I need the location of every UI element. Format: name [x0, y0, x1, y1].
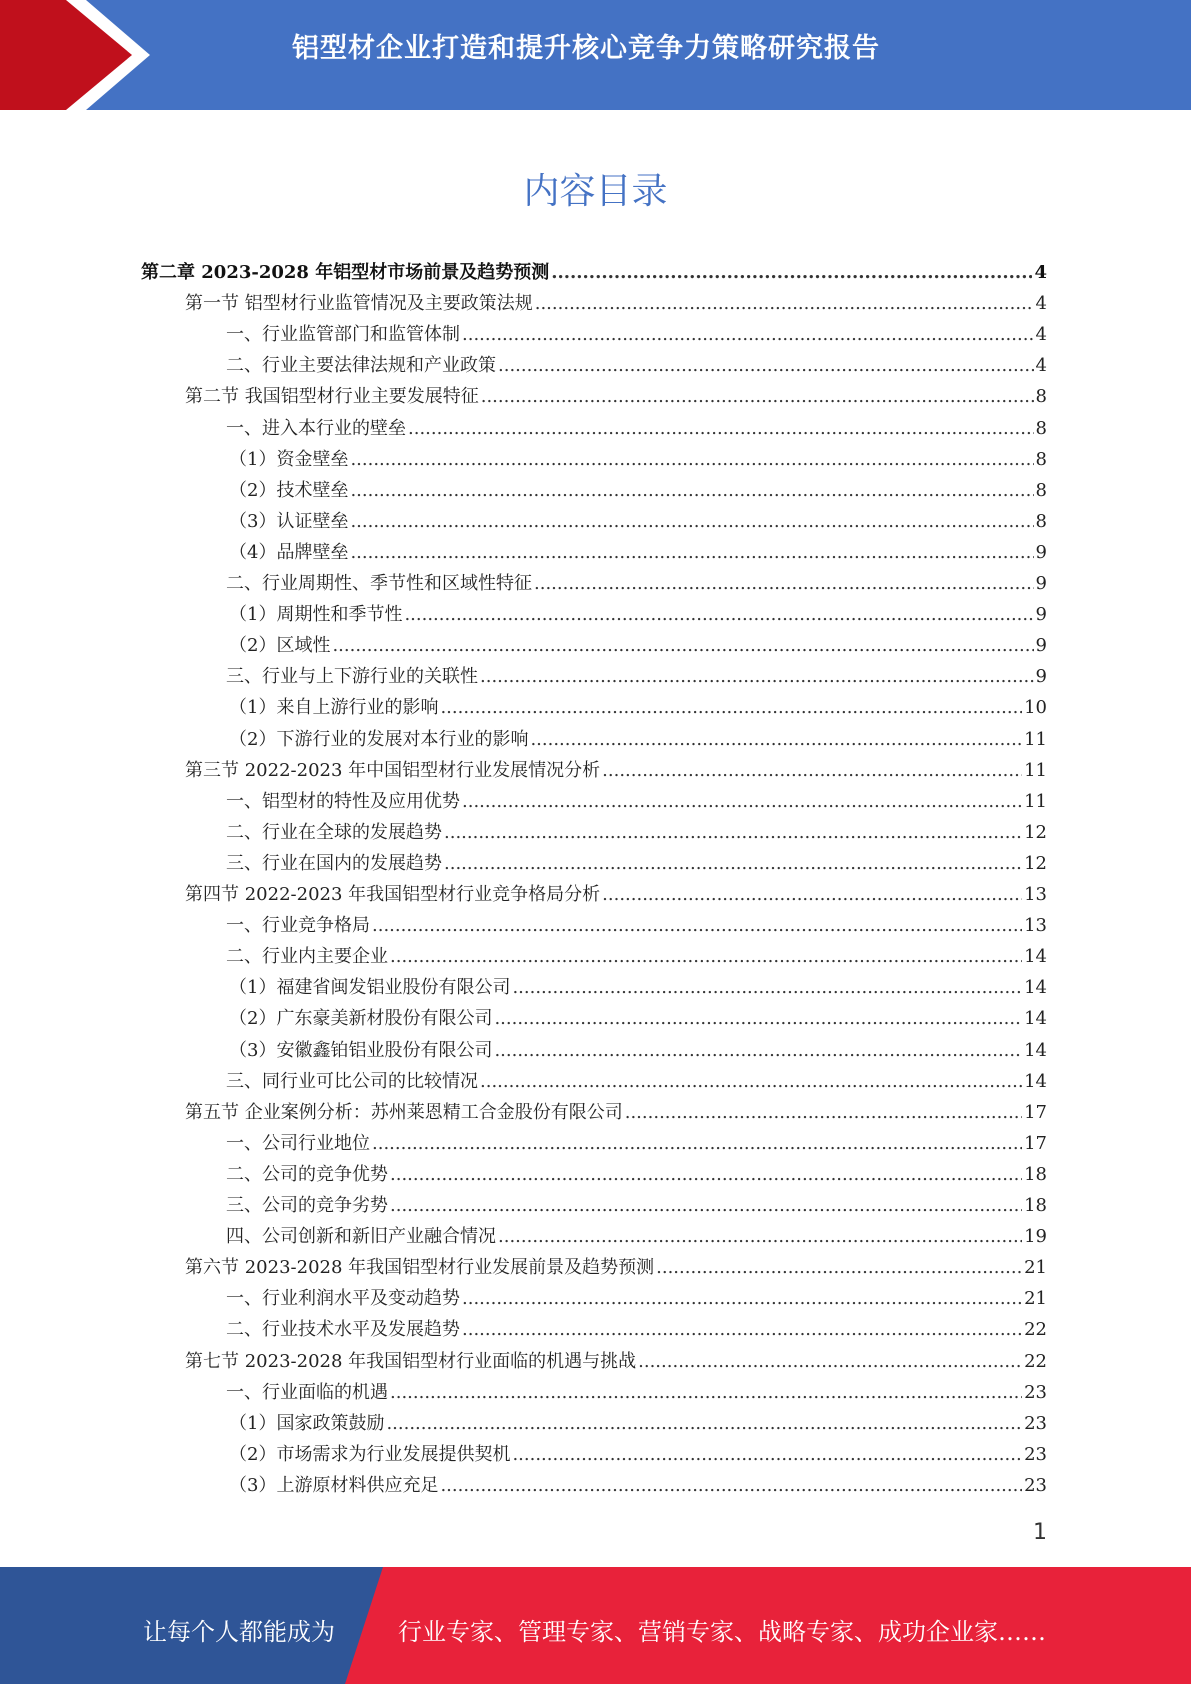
toc-entry-title: 第一节 铝型材行业监管情况及主要政策法规	[185, 293, 533, 315]
toc-entry[interactable]	[229, 502, 1047, 533]
toc-leader-dots	[408, 418, 1034, 440]
toc-leader-dots	[512, 1444, 1022, 1466]
toc-entry-page: 4	[1035, 293, 1047, 315]
toc-leader-dots	[444, 822, 1022, 844]
toc-entry-title: （3）安徽鑫铂铝业股份有限公司	[229, 1039, 493, 1061]
toc-entry-title: （2）市场需求为行业发展提供契机	[229, 1443, 511, 1465]
toc-entry[interactable]	[229, 968, 1047, 999]
toc-leader-dots	[498, 355, 1034, 377]
toc-entry[interactable]	[229, 440, 1047, 471]
toc-entry-title: 三、公司的竞争劣势	[226, 1195, 388, 1216]
toc-leader-dots	[386, 1413, 1022, 1435]
toc-leader-dots	[350, 480, 1033, 502]
toc-entry[interactable]	[229, 1404, 1047, 1435]
toc-entry-page: 8	[1035, 386, 1047, 408]
toc-entry-page: 14	[1024, 1039, 1047, 1061]
toc-entry[interactable]	[185, 1248, 1047, 1279]
toc-entry-page: 9	[1035, 541, 1047, 563]
toc-entry-title: （1）来自上游行业的影响	[229, 697, 439, 719]
toc-entry[interactable]	[226, 315, 1047, 346]
toc-leader-dots	[390, 1195, 1022, 1217]
toc-entry-title: （2）广东豪美新材股份有限公司	[229, 1008, 493, 1030]
toc-leader-dots	[494, 1040, 1022, 1062]
toc-entry-title: 一、进入本行业的壁垒	[226, 417, 406, 439]
toc-entry[interactable]	[229, 595, 1047, 626]
toc-entry-title: 三、行业与上下游行业的关联性	[226, 666, 478, 688]
toc-entry-title: 二、行业技术水平及发展趋势	[226, 1319, 460, 1341]
toc-leader-dots	[462, 1319, 1022, 1341]
toc-leader-dots	[656, 1257, 1022, 1279]
toc-entry[interactable]	[226, 906, 1047, 937]
toc-entry[interactable]	[226, 1186, 1047, 1217]
toc-entry-page: 14	[1024, 1008, 1047, 1030]
toc-leader-dots	[332, 635, 1033, 657]
toc-entry[interactable]	[229, 999, 1047, 1030]
toc-entry-title: （1）资金壁垒	[229, 448, 349, 470]
toc-entry-page: 4	[1035, 355, 1047, 377]
toc-entry-page: 11	[1024, 759, 1047, 781]
report-title: 铝型材企业打造和提升核心竞争力策略研究报告	[292, 33, 880, 64]
toc-entry[interactable]	[229, 533, 1047, 564]
toc-entry[interactable]	[229, 1435, 1047, 1466]
toc-entry-page: 13	[1024, 884, 1047, 905]
toc-entry-title: 四、公司创新和新旧产业融合情况	[226, 1226, 496, 1248]
toc-entry[interactable]	[226, 782, 1047, 813]
toc-heading: 内容目录	[523, 171, 668, 212]
toc-entry[interactable]	[226, 657, 1047, 688]
toc-entry-title: 一、行业监管部门和监管体制	[226, 324, 460, 346]
toc-entry[interactable]	[226, 1124, 1047, 1155]
toc-entry-page: 9	[1035, 635, 1047, 657]
toc-entry-page: 14	[1024, 977, 1047, 999]
toc-entry-page: 9	[1035, 573, 1047, 594]
toc-entry-page: 4	[1035, 324, 1047, 346]
toc-entry-page: 14	[1024, 946, 1047, 968]
toc-entry-title: 第六节 2023-2028 年我国铝型材行业发展前景及趋势预测	[185, 1257, 655, 1279]
toc-entry-title: 一、行业面临的机遇	[226, 1381, 388, 1403]
toc-entry-page: 18	[1024, 1195, 1047, 1216]
toc-entry-title: 第五节 企业案例分析：苏州莱恩精工合金股份有限公司	[185, 1101, 623, 1123]
toc-entry[interactable]	[226, 1217, 1047, 1248]
toc-leader-dots	[440, 1475, 1022, 1497]
toc-leader-dots	[530, 729, 1022, 751]
toc-leader-dots	[534, 573, 1034, 595]
toc-leader-dots	[625, 1102, 1022, 1124]
toc-leader-dots	[440, 697, 1022, 719]
toc-leader-dots	[404, 604, 1033, 626]
toc-entry-page: 8	[1035, 417, 1047, 439]
toc-entry-title: 三、同行业可比公司的比较情况	[226, 1070, 478, 1092]
toc-entry-title: （3）认证壁垒	[229, 510, 349, 532]
toc-entry-title: 第二节 我国铝型材行业主要发展特征	[185, 386, 479, 408]
toc-entry-page: 12	[1024, 821, 1047, 843]
toc-entry[interactable]	[185, 284, 1047, 315]
toc-entry[interactable]	[226, 937, 1047, 968]
toc-entry[interactable]	[141, 253, 1047, 284]
toc-entry-title: 三、行业在国内的发展趋势	[226, 852, 442, 874]
toc-leader-dots	[535, 293, 1034, 315]
toc-entry-title: 二、行业主要法律法规和产业政策	[226, 355, 496, 377]
toc-entry[interactable]	[229, 1031, 1047, 1062]
toc-entry-title: 一、行业利润水平及变动趋势	[226, 1288, 460, 1310]
toc-entry[interactable]	[229, 626, 1047, 657]
toc-entry-page: 18	[1024, 1163, 1047, 1185]
toc-leader-dots	[638, 1351, 1022, 1373]
toc-entry[interactable]	[226, 844, 1047, 875]
toc-entry-title: （4）品牌壁垒	[229, 541, 349, 563]
toc-entry-page: 23	[1024, 1474, 1047, 1496]
toc-entry-page: 19	[1024, 1226, 1047, 1248]
toc-entry[interactable]	[185, 377, 1047, 408]
header-bar	[0, 0, 1191, 110]
toc-entry-title: 一、公司行业地位	[226, 1132, 370, 1154]
toc-entry-title: 第四节 2022-2023 年我国铝型材行业竞争格局分析	[185, 884, 601, 905]
footer-slogan-left: 让每个人都能成为	[143, 1618, 335, 1646]
toc-entry[interactable]	[226, 1373, 1047, 1404]
toc-entry[interactable]	[226, 564, 1047, 595]
toc-entry-title: 二、公司的竞争优势	[226, 1163, 388, 1185]
toc-leader-dots	[462, 791, 1022, 813]
toc-entry-page: 10	[1024, 697, 1047, 719]
toc-leader-dots	[390, 1382, 1022, 1404]
header-arrow-icon	[0, 0, 160, 110]
toc-leader-dots	[512, 977, 1022, 999]
toc-entry-page: 17	[1024, 1132, 1047, 1154]
toc-entry[interactable]	[226, 1062, 1047, 1093]
toc-entry-page: 17	[1024, 1101, 1047, 1123]
toc-entry-page: 11	[1024, 728, 1047, 750]
toc-leader-dots	[480, 1071, 1022, 1093]
toc-entry-page: 4	[1034, 262, 1047, 283]
toc-leader-dots	[551, 262, 1032, 284]
toc-entry-page: 13	[1024, 915, 1047, 937]
toc-entry-page: 9	[1035, 604, 1047, 626]
toc-entry-page: 8	[1035, 510, 1047, 532]
toc-entry[interactable]	[185, 875, 1047, 906]
toc-entry-title: 第三节 2022-2023 年中国铝型材行业发展情况分析	[185, 759, 601, 781]
toc-entry-title: 二、行业周期性、季节性和区域性特征	[226, 573, 532, 594]
toc-leader-dots	[350, 511, 1033, 533]
toc-entry-page: 21	[1024, 1257, 1047, 1279]
toc-entry[interactable]	[226, 409, 1047, 440]
toc-entry[interactable]	[229, 688, 1047, 719]
toc-entry-page: 8	[1035, 479, 1047, 501]
toc-leader-dots	[390, 946, 1022, 968]
toc-entry[interactable]	[226, 1279, 1047, 1310]
toc-entry[interactable]	[229, 471, 1047, 502]
toc-entry[interactable]	[226, 346, 1047, 377]
toc-leader-dots	[390, 1164, 1022, 1186]
toc-leader-dots	[444, 853, 1022, 875]
toc-entry[interactable]	[185, 1093, 1047, 1124]
toc-entry-page: 23	[1024, 1443, 1047, 1465]
toc-leader-dots	[498, 1226, 1022, 1248]
toc-entry-title: 第七节 2023-2028 年我国铝型材行业面临的机遇与挑战	[185, 1350, 637, 1372]
toc-entry-page: 22	[1024, 1319, 1047, 1341]
toc-entry-title: 二、行业在全球的发展趋势	[226, 821, 442, 843]
toc-leader-dots	[602, 760, 1022, 782]
toc-entry[interactable]	[185, 751, 1047, 782]
toc-entry-page: 23	[1024, 1412, 1047, 1434]
toc-entry-page: 21	[1024, 1288, 1047, 1310]
toc-entry-page: 14	[1024, 1070, 1047, 1092]
toc-entry-title: （2）下游行业的发展对本行业的影响	[229, 728, 529, 750]
toc-leader-dots	[480, 666, 1034, 688]
toc-entry-page: 23	[1024, 1381, 1047, 1403]
toc-entry-page: 12	[1024, 852, 1047, 874]
toc-entry-title: （2）区域性	[229, 635, 331, 657]
toc-leader-dots	[350, 449, 1033, 471]
toc-leader-dots	[602, 884, 1022, 906]
toc-entry-page: 11	[1024, 790, 1047, 812]
toc-leader-dots	[462, 324, 1034, 346]
toc-entry-title: （1）福建省闽发铝业股份有限公司	[229, 977, 511, 999]
footer-slogan-right: 行业专家、管理专家、营销专家、战略专家、成功企业家……	[398, 1618, 1046, 1646]
toc-entry-title: 第二章 2023-2028 年铝型材市场前景及趋势预测	[141, 262, 550, 283]
toc-leader-dots	[462, 1288, 1022, 1310]
toc-entry-title: 一、铝型材的特性及应用优势	[226, 790, 460, 812]
toc-leader-dots	[494, 1008, 1022, 1030]
toc-entry[interactable]	[226, 813, 1047, 844]
toc-entry-title: （2）技术壁垒	[229, 479, 349, 501]
toc-leader-dots	[350, 542, 1033, 564]
toc-entry[interactable]	[226, 1310, 1047, 1341]
toc-entry[interactable]	[226, 1155, 1047, 1186]
toc-leader-dots	[372, 915, 1022, 937]
toc-entry-page: 8	[1035, 448, 1047, 470]
toc-entry-title: （1）国家政策鼓励	[229, 1412, 385, 1434]
toc-leader-dots	[481, 386, 1034, 408]
page-number: 1	[1033, 1520, 1047, 1545]
toc-entry-title: （1）周期性和季节性	[229, 604, 403, 626]
toc-entry[interactable]	[185, 1342, 1047, 1373]
toc-entry[interactable]	[229, 1466, 1047, 1497]
footer-banner	[0, 1567, 1191, 1684]
toc-entry[interactable]	[229, 720, 1047, 751]
toc-entry-title: （3）上游原材料供应充足	[229, 1474, 439, 1496]
toc-entry-page: 22	[1024, 1350, 1047, 1372]
toc-entry-page: 9	[1035, 666, 1047, 688]
toc-entry-title: 二、行业内主要企业	[226, 946, 388, 968]
toc-entry-title: 一、行业竞争格局	[226, 915, 370, 937]
toc-leader-dots	[372, 1133, 1022, 1155]
